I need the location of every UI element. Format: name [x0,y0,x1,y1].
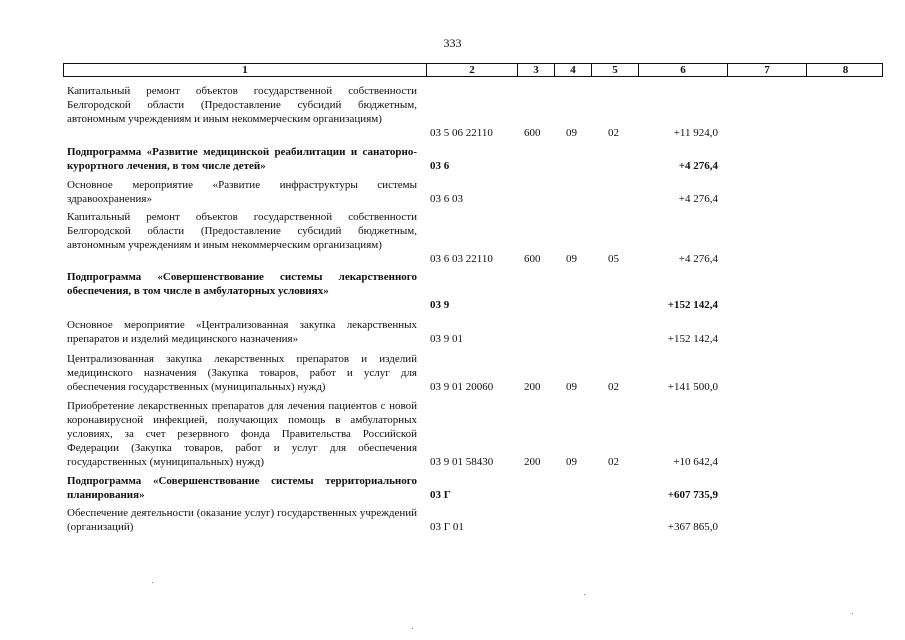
scan-speck [852,613,853,614]
scan-speck [412,628,413,629]
scan-speck [152,582,153,583]
table-row [0,178,905,206]
row-code: 03 9 01 58430 [430,456,494,468]
row-code: 03 6 03 22110 [430,253,493,265]
row-sum: +152 142,4 [667,299,718,311]
row-code: 03 Г [430,489,451,501]
row-description: Основное мероприятие «Развитие инфраструктуры системы здравоохранения» [67,179,417,205]
scan-speck [584,594,585,595]
row-vr: 200 [524,456,541,468]
row-description: Капитальный ремонт объектов государственной собственности Белгородской области (Предоставление субсидий бюджетным, автономным учреждениям и иным некоммерческим организациям) [67,85,417,125]
row-description: Подпрограмма «Совершенствование системы лекарственного обеспечения, в том числе в амбулаторных условиях» [67,271,417,297]
row-code: 03 6 [430,160,450,172]
header-col-2: 2 [427,64,518,76]
table-header [63,63,883,77]
row-rz: 09 [566,253,577,265]
row-vr: 600 [524,253,541,265]
row-pr: 02 [608,456,619,468]
row-code: 03 9 [430,299,450,311]
row-code: 03 Г 01 [430,521,464,533]
table-row [0,399,905,469]
row-description: Обеспечение деятельности (оказание услуг) государственных учреждений (организаций) [67,507,417,533]
row-description: Централизованная закупка лекарственных препаратов и изделий медицинского назначения (Закупка товаров, работ и услуг для обеспечения государственных (муниципальных) нужд) [67,353,417,393]
row-sum: +607 735,9 [667,489,718,501]
row-sum: +4 276,4 [678,253,718,265]
row-rz: 09 [566,456,577,468]
row-description: Подпрограмма «Развитие медицинской реабилитации и санаторно-курортного лечения, в том числе детей» [67,146,417,172]
header-col-3: 3 [518,64,555,76]
row-sum: +367 865,0 [667,521,718,533]
header-col-5: 5 [592,64,639,76]
table-row [0,145,905,173]
row-pr: 05 [608,253,619,265]
header-col-8: 8 [842,64,849,76]
row-sum: +4 276,4 [678,160,718,172]
header-col-4: 4 [555,64,592,76]
row-pr: 02 [608,381,619,393]
row-rz: 09 [566,127,577,139]
row-rz: 09 [566,381,577,393]
row-sum: +141 500,0 [667,381,718,393]
row-code: 03 9 01 [430,333,463,345]
row-description: Капитальный ремонт объектов государственной собственности Белгородской области (Предоставление субсидий бюджетным, автономным учреждениям и иным некоммерческим организациям) [67,211,417,251]
header-col-1: 1 [64,64,427,76]
row-pr: 02 [608,127,619,139]
row-description: Основное мероприятие «Централизованная закупка лекарственных препаратов и изделий медицинского назначения» [67,319,417,345]
row-sum: +152 142,4 [667,333,718,345]
table-row [0,270,905,312]
row-sum: +10 642,4 [673,456,718,468]
table-row [0,352,905,394]
page-number: 333 [443,36,462,50]
row-vr: 600 [524,127,541,139]
row-vr: 200 [524,381,541,393]
table-row [0,474,905,502]
row-code: 03 5 06 22110 [430,127,493,139]
row-description: Подпрограмма «Совершенствование системы территориального планирования» [67,475,417,501]
table-row [0,210,905,266]
header-col-7: 7 [728,64,807,76]
row-code: 03 6 03 [430,193,463,205]
table-row [0,318,905,346]
row-code: 03 9 01 20060 [430,381,494,393]
table-row [0,506,905,534]
table-row [0,84,905,140]
row-sum: +4 276,4 [678,193,718,205]
row-sum: +11 924,0 [673,127,718,139]
row-description: Приобретение лекарственных препаратов для лечения пациентов с новой коронавирусной инфекцией, получающих помощь в амбулаторных условиях, за счет резервного фонда Правительства Российской Федерации (Закупка товаров, работ и услуг для обеспечения государственных (муниципальных) нужд) [67,400,417,468]
header-col-6: 6 [639,64,728,76]
